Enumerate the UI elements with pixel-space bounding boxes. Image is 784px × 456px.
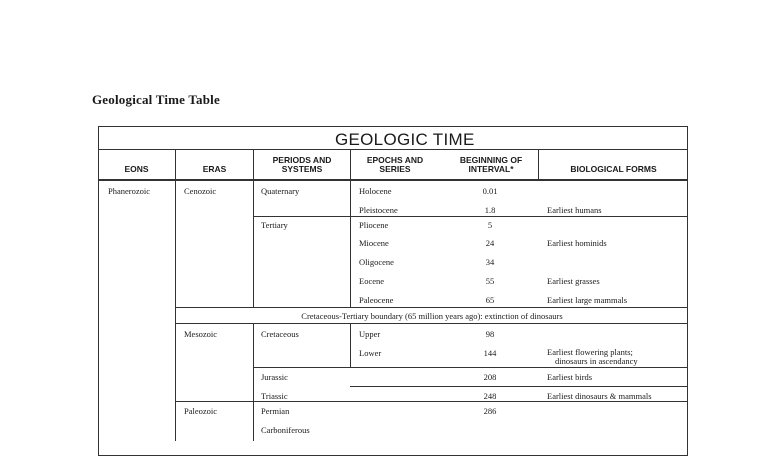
era-cell: Mesozoic	[184, 329, 218, 339]
period-cell: Permian	[261, 406, 290, 416]
biological-form-cell: Earliest dinosaurs & mammals	[547, 391, 652, 401]
epoch-cell: Pliocene	[359, 220, 389, 230]
interval-value: 1.8	[484, 205, 496, 215]
header-beginning-line2: INTERVAL*	[468, 164, 514, 174]
header-periods-line2: SYSTEMS	[281, 164, 323, 174]
epoch-cell: Pleistocene	[359, 205, 398, 215]
biological-form-line: Earliest flowering plants;	[547, 347, 633, 357]
header-periods-line1: PERIODS AND	[272, 155, 332, 165]
interval-value: 0.01	[482, 186, 498, 196]
boundary-top-rule	[175, 307, 688, 308]
header-epochs-line2: SERIES	[379, 164, 411, 174]
eon-cell: Phanerozoic	[108, 186, 151, 196]
period-cell: Quaternary	[261, 186, 300, 196]
era-cell: Paleozoic	[184, 406, 218, 416]
biological-form-cell: Earliest grasses	[547, 276, 600, 286]
period-cell: Carboniferous	[261, 425, 310, 435]
epoch-cell: Lower	[359, 348, 382, 358]
mesozoic-divider	[175, 401, 688, 402]
epoch-cell: Oligocene	[359, 257, 394, 267]
epoch-cell: Miocene	[359, 238, 389, 248]
header-biological-forms: BIOLOGICAL FORMS	[570, 164, 657, 174]
header-beginning	[444, 156, 538, 174]
document-title: Geological Time Table	[92, 92, 220, 107]
header-eras: ERAS	[202, 164, 227, 174]
quaternary-divider	[253, 216, 688, 217]
interval-value: 144	[483, 348, 497, 358]
period-cell: Tertiary	[261, 220, 288, 230]
eons-column-rule	[175, 150, 176, 441]
eras-column-rule-bottom	[253, 323, 254, 441]
interval-value: 98	[485, 329, 495, 339]
period-cell: Jurassic	[261, 372, 288, 382]
interval-value: 34	[485, 257, 495, 267]
biological-form-cell	[547, 348, 638, 366]
table-title: GEOLOGIC TIME	[335, 130, 475, 149]
biological-form-cell: Earliest hominids	[547, 238, 607, 248]
period-cell: Cretaceous	[261, 329, 299, 339]
biological-form-cell: Earliest large mammals	[547, 295, 628, 305]
epoch-cell: Upper	[359, 329, 381, 339]
header-divider	[98, 179, 688, 181]
period-cell: Triassic	[261, 391, 288, 401]
interval-value: 248	[483, 391, 497, 401]
boundary-note: Cretaceous-Tertiary boundary (65 million years ago): extinction of dinosaurs	[301, 311, 563, 321]
interval-value: 24	[485, 238, 495, 248]
epoch-cell: Paleocene	[359, 295, 394, 305]
header-periods	[254, 156, 350, 174]
epoch-cell: Eocene	[359, 276, 385, 286]
biological-form-cell: Earliest birds	[547, 372, 593, 382]
interval-value: 286	[483, 406, 497, 416]
jurassic-divider	[350, 386, 688, 387]
interval-value: 5	[487, 220, 493, 230]
biological-form-line: dinosaurs in ascendancy	[555, 356, 638, 366]
epoch-cell: Holocene	[359, 186, 392, 196]
interval-value: 208	[483, 372, 497, 382]
header-epochs	[351, 156, 439, 174]
header-eons: EONS	[124, 164, 149, 174]
biological-form-cell: Earliest humans	[547, 205, 602, 215]
title-divider	[98, 149, 688, 150]
interval-value: 65	[485, 295, 495, 305]
header-epochs-line1: EPOCHS AND	[366, 155, 424, 165]
interval-value: 55	[485, 276, 495, 286]
era-cell: Cenozoic	[184, 186, 217, 196]
cretaceous-divider	[253, 367, 688, 368]
header-beginning-line1: BEGINNING OF	[459, 155, 523, 165]
periods-column-rule-bottom	[350, 323, 351, 367]
boundary-bottom-rule	[175, 323, 688, 324]
